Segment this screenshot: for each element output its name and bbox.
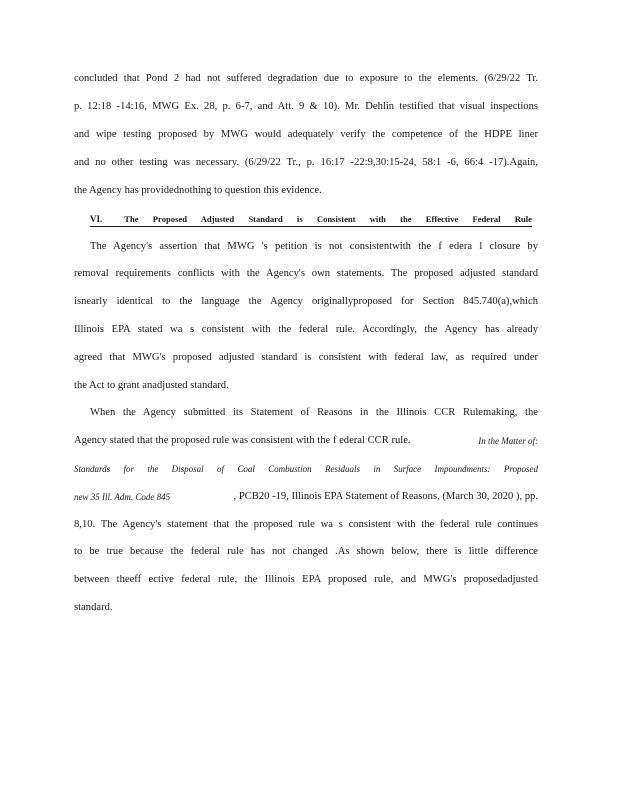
paragraph-line: The Agency's assertion that MWG 's petition is not consistentwith the f edera l closure by (90, 241, 538, 252)
paragraph-line: standard. (74, 602, 113, 613)
paragraph-line: removal requirements conflicts with the Agency's own statements. The proposed adjusted standard (74, 268, 538, 279)
paragraph-line: When the Agency submitted its Statement of Reasons in the Illinois CCR Rulemaking, the (90, 407, 538, 418)
paragraph-line: p. 12:18 -14:16, MWG Ex. 28, p. 6-7, and Att. 9 & 10). Mr. Dehlin testified that visual inspections (74, 101, 538, 112)
paragraph-line: isnearly identical to the language the Agency originallyproposed for Section 845.740(a),which (74, 296, 538, 307)
paragraph-text: , PCB20 -19, Illinois EPA Statement of Reasons, (March 30, 2020 ), pp. (233, 491, 538, 502)
paragraph-line: Illinois EPA stated wa s consistent with the federal rule. Accordingly, the Agency has already (74, 324, 538, 335)
paragraph-line: the Agency has providednothing to question this evidence. (74, 185, 322, 196)
paragraph-line: 8,10. The Agency's statement that the proposed rule wa s consistent with the federal rule continues (74, 519, 538, 530)
paragraph-line: concluded that Pond 2 had not suffered degradation due to exposure to the elements. (6/29/22 Tr. (74, 73, 538, 84)
paragraph-line: the Act to grant anadjusted standard. (74, 380, 229, 391)
paragraph-line: agreed that MWG's proposed adjusted standard is consistent with federal law, as required under (74, 352, 538, 363)
paragraph-line (74, 434, 538, 448)
paragraph-line: to be true because the federal rule has not changed .As shown below, there is little difference (74, 546, 538, 557)
case-citation: Standards for the Disposal of Coal Combustion Residuals in Surface Impoundments: Proposed (74, 464, 538, 474)
section-title: The Proposed Adjusted Standard is Consistent with the Effective Federal Rule (124, 214, 532, 224)
paragraph-text: Agency stated that the proposed rule was consistent with the f ederal CCR rule. (74, 435, 411, 446)
case-citation: new 35 Ill. Adm. Code 845 (74, 492, 171, 502)
paragraph-line: and no other testing was necessary. (6/29/22 Tr., p. 16:17 -22:9,30:15-24, 58:1 -6, 66:4 -17).Again, (74, 157, 538, 168)
section-number: VI. (90, 214, 103, 224)
paragraph-line: between theeff ective federal rule, the Illinois EPA proposed rule, and MWG's proposedadjusted (74, 574, 538, 585)
case-citation: In the Matter of: (478, 436, 538, 446)
paragraph-line: and wipe testing proposed by MWG would adequately verify the competence of the HDPE liner (74, 129, 538, 140)
paragraph-line (74, 490, 538, 504)
section-heading (90, 213, 532, 227)
